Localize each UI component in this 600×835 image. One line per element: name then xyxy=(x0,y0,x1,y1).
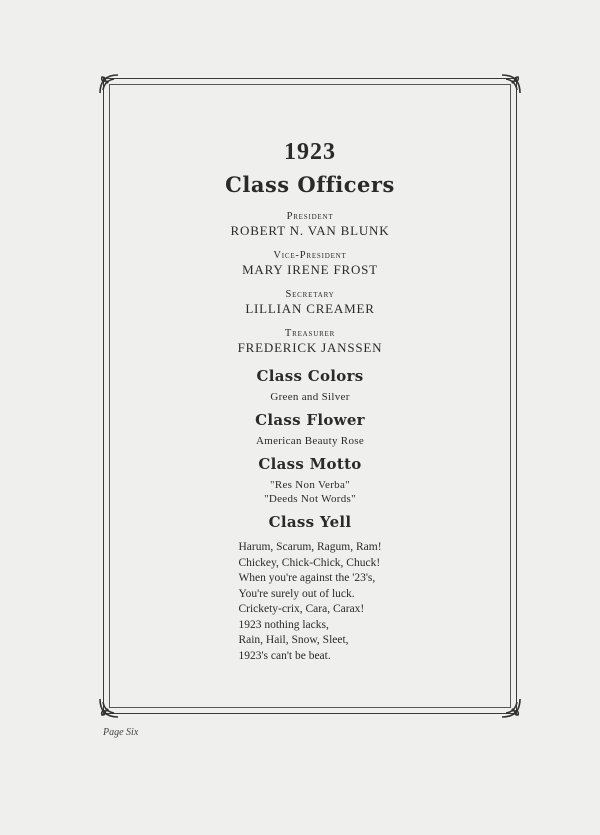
officer-name: FREDERICK JANSSEN xyxy=(237,340,383,355)
officer-role: Vice-President xyxy=(273,250,347,261)
corner-ornament-icon xyxy=(98,73,120,95)
officer-name: LILLIAN CREAMER xyxy=(245,301,375,316)
officer-role: President xyxy=(286,211,334,222)
class-flower-heading: Class Flower xyxy=(255,411,365,429)
officer-treasurer xyxy=(109,327,511,356)
class-motto xyxy=(109,478,511,506)
class-year: 1923 xyxy=(284,139,336,165)
class-yell xyxy=(238,540,381,664)
page-content xyxy=(109,138,511,664)
officer-role: Secretary xyxy=(285,289,335,300)
officer-role: Treasurer xyxy=(284,328,336,339)
officer-president xyxy=(109,210,511,239)
officer-name: MARY IRENE FROST xyxy=(242,262,378,277)
page-number: Page Six xyxy=(103,727,139,738)
class-yell-heading: Class Yell xyxy=(268,513,352,531)
yell-line: When you're against the '23's, xyxy=(238,572,376,584)
corner-ornament-icon xyxy=(500,697,522,719)
yell-line: 1923's can't be beat. xyxy=(238,649,331,662)
officer-secretary xyxy=(109,288,511,317)
yell-line: Rain, Hail, Snow, Sleet, xyxy=(238,634,349,646)
motto-line: "Deeds Not Words" xyxy=(264,493,356,505)
officer-name: ROBERT N. VAN BLUNK xyxy=(230,223,390,238)
yell-line: 1923 nothing lacks, xyxy=(238,618,329,631)
class-flower-text: American Beauty Rose xyxy=(255,435,365,447)
yell-line: You're surely out of luck. xyxy=(238,587,355,600)
class-motto-heading: Class Motto xyxy=(258,455,362,473)
yell-line: Harum, Scarum, Ragum, Ram! xyxy=(238,541,382,553)
officer-vice-president xyxy=(109,249,511,278)
page-title: Class Officers xyxy=(225,172,395,197)
class-colors-text: Green and Silver xyxy=(270,391,350,403)
corner-ornament-icon xyxy=(500,73,522,95)
motto-line: "Res Non Verba" xyxy=(270,479,350,491)
yell-line: Crickety-crix, Cara, Carax! xyxy=(238,603,365,615)
yell-line: Chickey, Chick-Chick, Chuck! xyxy=(238,556,381,569)
class-colors-heading: Class Colors xyxy=(256,367,364,385)
corner-ornament-icon xyxy=(98,697,120,719)
